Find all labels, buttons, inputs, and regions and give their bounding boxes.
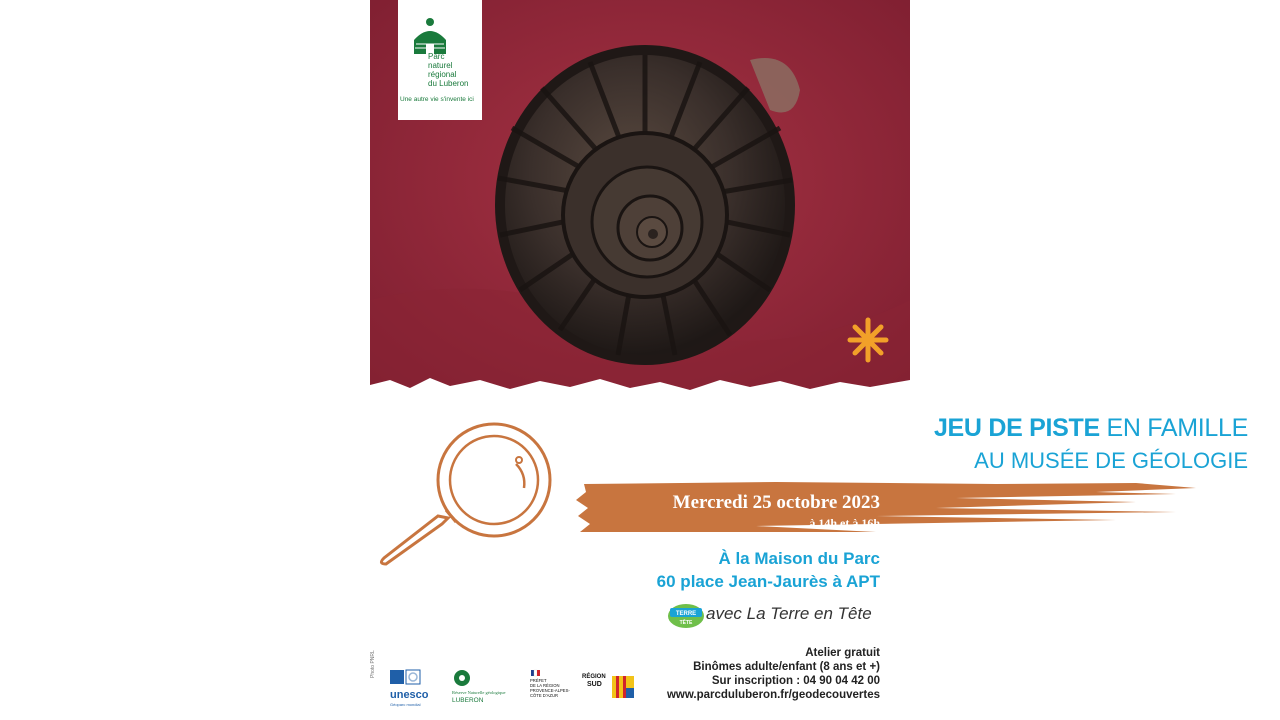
photo-credit: Photo PNRL [370,650,376,678]
location-name: À la Maison du Parc [718,549,880,568]
svg-text:PRÉFET: PRÉFET [530,678,547,683]
svg-text:Géoparc mondial: Géoparc mondial [390,702,421,707]
svg-text:unesco: unesco [390,689,429,701]
event-date: Mercredi 25 octobre 2023 [672,492,880,513]
svg-text:Réserve Naturelle géologique: Réserve Naturelle géologique [452,690,506,695]
parc-name: Parc naturel régional du Luberon [428,52,469,88]
partner-logos [374,664,644,714]
svg-text:DE LA RÉGION: DE LA RÉGION [530,683,560,688]
info-website[interactable]: www.parcduluberon.fr/geodecouvertes [666,689,880,701]
star-decoration [850,320,886,360]
parc-tagline: Une autre vie s'invente ici [400,96,474,103]
parc-luberon-logo [398,0,482,120]
event-title: JEU DE PISTE EN FAMILLE [933,414,1248,442]
svg-text:PROVENCE-ALPES-: PROVENCE-ALPES- [530,688,570,693]
svg-text:SUD: SUD [587,681,602,688]
prefet-logo [530,670,570,698]
info-line: Binômes adulte/enfant (8 ans et +) [693,661,880,673]
info-line: Atelier gratuit [805,647,880,659]
practical-info [667,646,880,702]
unesco-logo [390,670,429,707]
partner-text: avec La Terre en Tête [706,604,872,623]
parc-house-icon [398,0,482,60]
event-subtitle: AU MUSÉE DE GÉOLOGIE [974,448,1248,473]
svg-text:CÔTE D'AZUR: CÔTE D'AZUR [530,693,559,698]
magnifier-icon [376,418,566,568]
svg-text:TÊTE: TÊTE [679,620,693,626]
hero-image [370,0,910,400]
terre-en-tete-logo [666,600,706,628]
brush-stroke-banner [576,478,1202,536]
event-hours: à 14h et à 16h [809,516,880,530]
region-sud-logo [582,672,634,698]
location-address: 60 place Jean-Jaurès à APT [656,572,880,591]
info-line: Sur inscription : 04 90 04 42 00 [711,675,880,687]
svg-text:TERRE: TERRE [675,611,697,617]
reserve-geologique-logo [452,670,505,704]
svg-text:LUBERON: LUBERON [452,697,484,704]
svg-text:RÉGION: RÉGION [582,674,606,680]
